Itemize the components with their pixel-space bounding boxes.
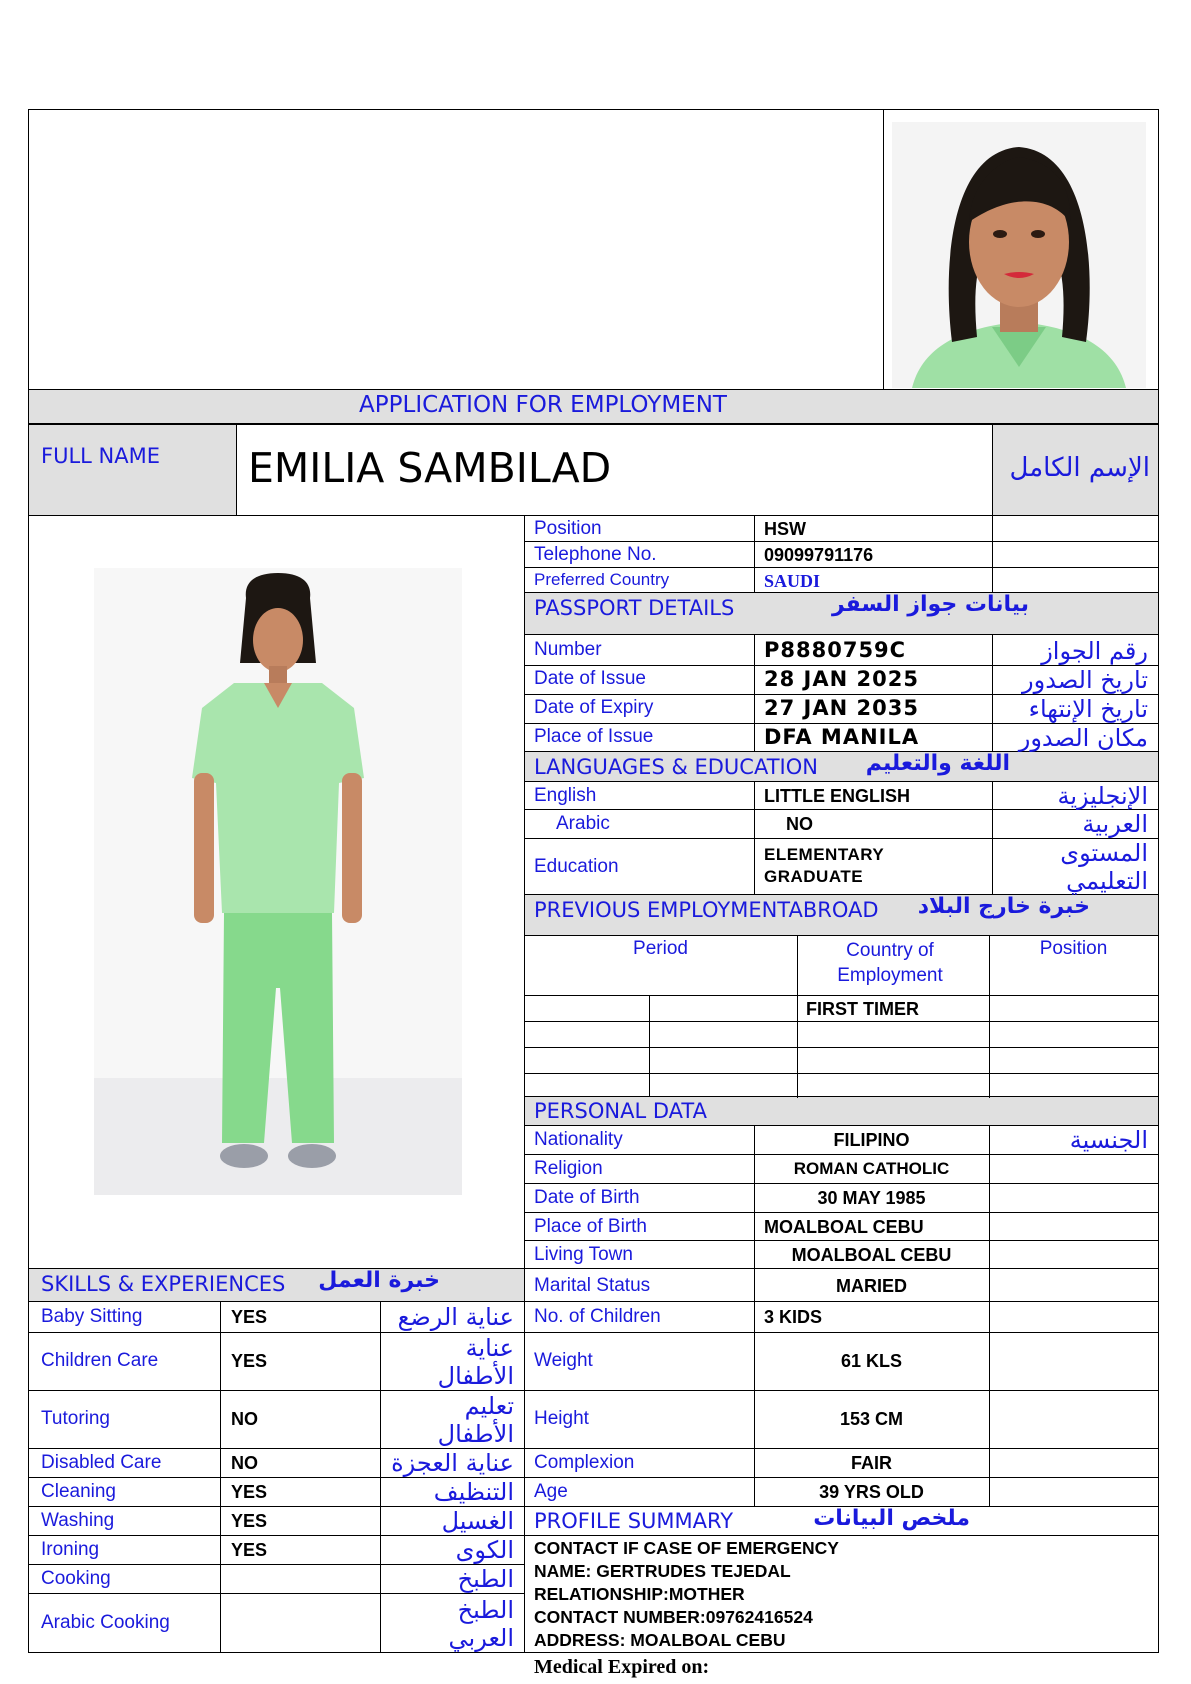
children-value: 3 KIDS [764,1307,823,1327]
preferred-country-value: SAUDI [764,571,821,591]
profile-summary-title-arabic: ملخص البيانات [813,1506,970,1531]
date-of-birth-value: 30 MAY 1985 [817,1188,926,1208]
complexion-label: Complexion [534,1452,635,1473]
weight-value: 61 KLS [840,1351,903,1371]
portrait-figure [892,122,1146,388]
date-of-expiry-label: Date of Expiry [534,697,654,718]
age-value: 39 YRS OLD [819,1482,924,1502]
marital-status-label: Marital Status [534,1275,651,1296]
english-label: English [534,785,597,806]
profile-summary-title: PROFILE SUMMARY [534,1509,734,1533]
profile-line-3: RELATIONSHIP:MOTHER [534,1584,745,1604]
children-label: No. of Children [534,1306,661,1327]
skill-value-disabled-care: NO [231,1453,258,1473]
religion-value: ROMAN CATHOLIC [793,1159,950,1178]
religion-label: Religion [534,1158,603,1179]
skills-section-title-arabic: خبرة العمل [318,1268,440,1293]
skill-arabic-disabled-care: عناية العجزة [391,1449,514,1477]
skill-value-cleaning: YES [231,1482,268,1502]
full-body-photo [94,568,462,1195]
skill-value-tutoring: NO [231,1409,258,1429]
skill-label-ironing: Ironing [41,1539,100,1560]
skill-value-children-care: YES [231,1351,268,1371]
place-of-birth-value: MOALBOAL CEBU [764,1217,924,1237]
telephone-label: Telephone No. [534,544,657,565]
complexion-value: FAIR [850,1453,892,1473]
skill-value-washing: YES [231,1511,268,1531]
arabic-value: NO [786,814,813,834]
personal-data-title: PERSONAL DATA [534,1099,707,1123]
previous-employment-title: PREVIOUS EMPLOYMENTABROAD [534,898,879,922]
first-timer-value: FIRST TIMER [806,999,919,1019]
passport-section-title: PASSPORT DETAILS [534,596,735,620]
position-value: HSW [764,519,806,539]
arabic-label: Arabic [556,813,610,834]
skill-arabic-washing: الغسيل [441,1507,514,1535]
skill-label-cleaning: Cleaning [41,1481,116,1502]
previous-position-header: Position [1039,938,1108,959]
skill-value-ironing: YES [231,1540,268,1560]
living-town-value: MOALBOAL CEBU [791,1245,952,1265]
full-name-value: EMILIA SAMBILAD [248,444,612,492]
skill-arabic-cleaning: التنظيف [433,1478,514,1506]
skill-label-disabled-care: Disabled Care [41,1452,162,1473]
date-of-birth-label: Date of Birth [534,1187,640,1208]
languages-section-title: LANGUAGES & EDUCATION [534,755,818,779]
skill-label-washing: Washing [41,1510,115,1531]
nationality-arabic: الجنسية [1069,1126,1148,1154]
date-of-issue-label: Date of Issue [534,668,646,689]
skills-section-title: SKILLS & EXPERIENCES [41,1272,286,1296]
nationality-label: Nationality [534,1129,623,1150]
skill-arabic-baby-sitting: عناية الرضع [397,1303,514,1331]
languages-section-title-arabic: اللغة والتعليم [865,751,1010,776]
skill-label-tutoring: Tutoring [41,1408,110,1429]
skill-arabic-cooking: الطبخ [457,1565,514,1593]
education-arabic: المستوى التعليمي [1060,839,1148,895]
weight-label: Weight [534,1350,593,1371]
date-of-issue-value: 28 JAN 2025 [764,667,919,691]
passport-number-label: Number [534,639,602,660]
skill-label-cooking: Cooking [41,1568,111,1589]
place-of-issue-arabic: مكان الصدور [1018,724,1148,752]
position-label: Position [534,518,602,539]
skill-arabic-children-care: عناية الأطفال [437,1334,514,1390]
education-label: Education [534,856,619,877]
passport-number-value: P8880759C [764,638,907,662]
country-of-employment-header: Country of Employment [837,940,943,986]
living-town-label: Living Town [534,1244,633,1265]
education-value: ELEMENTARY GRADUATE [764,845,884,886]
passport-section-title-arabic: بيانات جواز السفر [831,592,1029,617]
height-label: Height [534,1408,589,1429]
skill-label-baby-sitting: Baby Sitting [41,1306,143,1327]
place-of-issue-value: DFA MANILA [764,725,920,749]
medical-expired-label: Medical Expired on: [534,1656,710,1678]
telephone-value: 09099791176 [764,545,874,565]
arabic-arabic: العربية [1082,810,1148,838]
profile-line-5: ADDRESS: MOALBOAL CEBU [534,1630,786,1650]
skill-arabic-tutoring: تعليم الأطفال [437,1392,514,1448]
profile-line-1: CONTACT IF CASE OF EMERGENCY [534,1538,839,1558]
previous-employment-title-arabic: خبرة خارج البلاد [917,894,1090,919]
place-of-birth-label: Place of Birth [534,1216,647,1237]
period-header: Period [633,938,688,959]
full-name-label: FULL NAME [41,444,160,468]
date-of-expiry-value: 27 JAN 2035 [764,696,919,720]
page-title: APPLICATION FOR EMPLOYMENT [359,392,727,418]
preferred-country-label: Preferred Country [534,570,670,589]
full-name-arabic: الإسم الكامل [1009,453,1150,483]
profile-line-2: NAME: GERTRUDES TEJEDAL [534,1561,791,1581]
nationality-value: FILIPINO [833,1130,910,1150]
portrait-photo [892,122,1146,388]
english-arabic: الإنجليزية [1057,782,1148,810]
age-label: Age [534,1481,568,1502]
profile-line-4: CONTACT NUMBER:09762416524 [534,1607,813,1627]
date-of-issue-arabic: تاريخ الصدور [1022,666,1148,694]
skill-arabic-ironing: الكوى [455,1536,514,1564]
skill-label-children-care: Children Care [41,1350,159,1371]
passport-number-arabic: رقم الجواز [1041,637,1148,665]
place-of-issue-label: Place of Issue [534,726,654,747]
skill-label-arabic-cooking: Arabic Cooking [41,1612,170,1633]
skill-arabic-arabic-cooking: الطبخ العربي [448,1596,514,1652]
full-body-figure [94,568,462,1195]
skill-value-baby-sitting: YES [231,1307,268,1327]
english-value: LITTLE ENGLISH [764,786,910,806]
marital-status-value: MARIED [836,1276,907,1296]
date-of-expiry-arabic: تاريخ الإنتهاء [1028,695,1148,723]
height-value: 153 CM [839,1409,904,1429]
